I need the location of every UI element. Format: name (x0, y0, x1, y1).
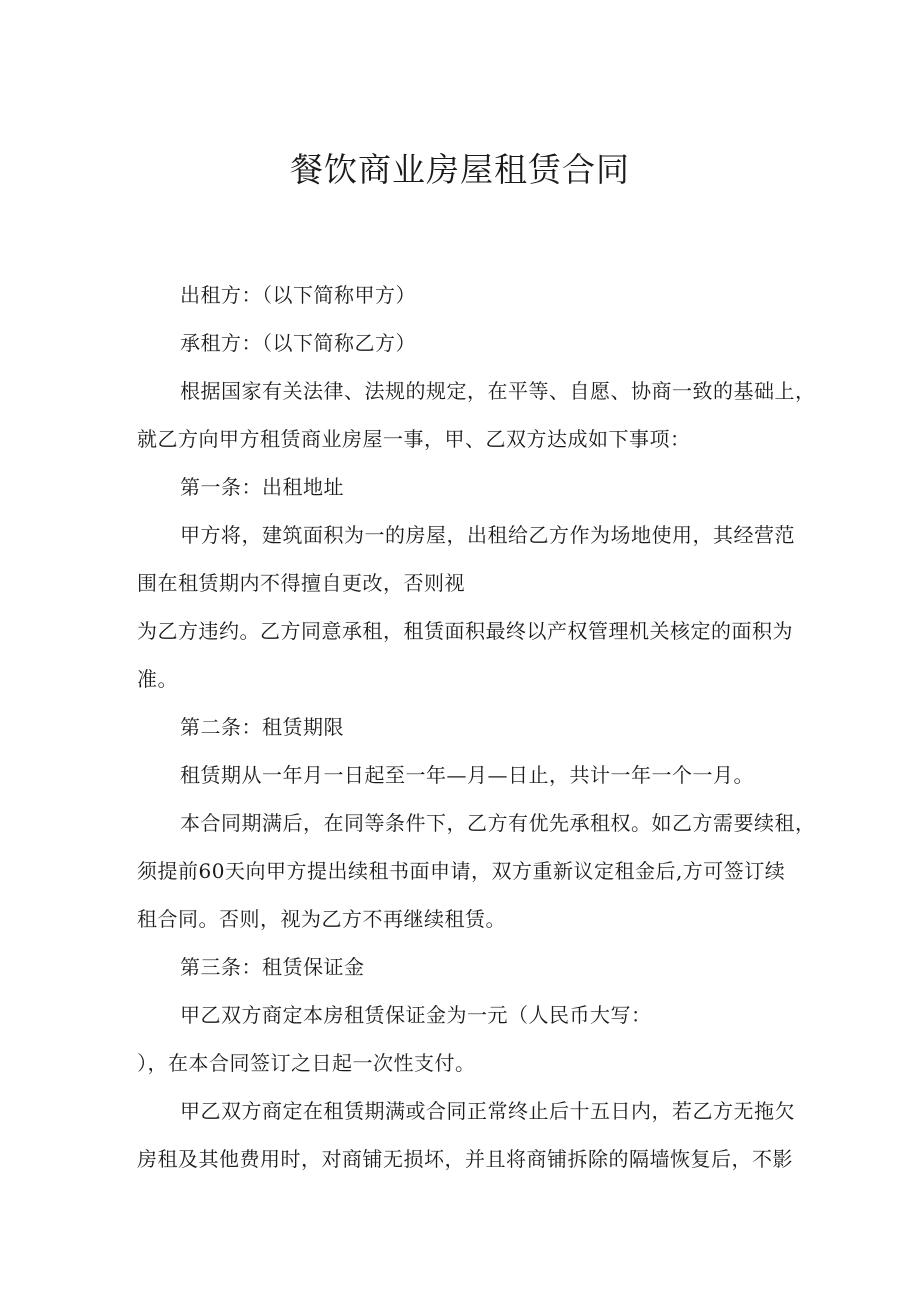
clause-text-line: ），在本合同签订之日起一次性支付。 (137, 1051, 476, 1075)
preamble-line: 根据国家有关法律、法规的规定，在平等、自愿、协商一致的基础上， (180, 379, 816, 403)
document-title: 餐饮商业房屋租赁合同 (290, 150, 630, 189)
clause-text-line: 甲方将，建筑面积为一的房屋，出租给乙方作为场地使用，其经营范 (180, 523, 795, 547)
clause-text-line: 租赁期从一年月一日起至一年—月—日止，共计一年一个一月。 (180, 763, 754, 787)
clause-text-line: 围在租赁期内不得擅自更改，否则视 (137, 571, 465, 595)
preamble-line: 就乙方向甲方租赁商业房屋一事，甲、乙双方达成如下事项： (137, 427, 691, 451)
clause-text-line: 租合同。否则，视为乙方不再继续租赁。 (137, 907, 506, 931)
clause-text-line: 为乙方违约。乙方同意承租，租赁面积最终以产权管理机关核定的面积为 (137, 619, 793, 643)
clause-heading: 第一条：出租地址 (180, 475, 344, 499)
lessor-line: 出租方：（以下简称甲方） (180, 283, 416, 307)
clause-text-line: 准。 (137, 667, 178, 691)
clause-text-line: 甲乙双方商定本房租赁保证金为一元（人民币大写： (180, 1003, 652, 1027)
clause-text-line: 须提前60天向甲方提出续租书面申请，双方重新议定租金后,方可签订续 (137, 859, 786, 883)
clause-text-line: 甲乙双方商定在租赁期满或合同正常终止后十五日内，若乙方无拖欠 (180, 1099, 795, 1123)
clause-heading: 第三条：租赁保证金 (180, 955, 365, 979)
clause-text-line: 房租及其他费用时，对商铺无损坏，并且将商铺拆除的隔墙恢复后，不影 (137, 1147, 793, 1171)
clause-text-line: 本合同期满后，在同等条件下，乙方有优先承租权。如乙方需要续租， (180, 811, 816, 835)
document-body (137, 271, 912, 1183)
clause-heading: 第二条：租赁期限 (180, 715, 344, 739)
lessee-line: 承租方：（以下简称乙方） (180, 331, 416, 355)
